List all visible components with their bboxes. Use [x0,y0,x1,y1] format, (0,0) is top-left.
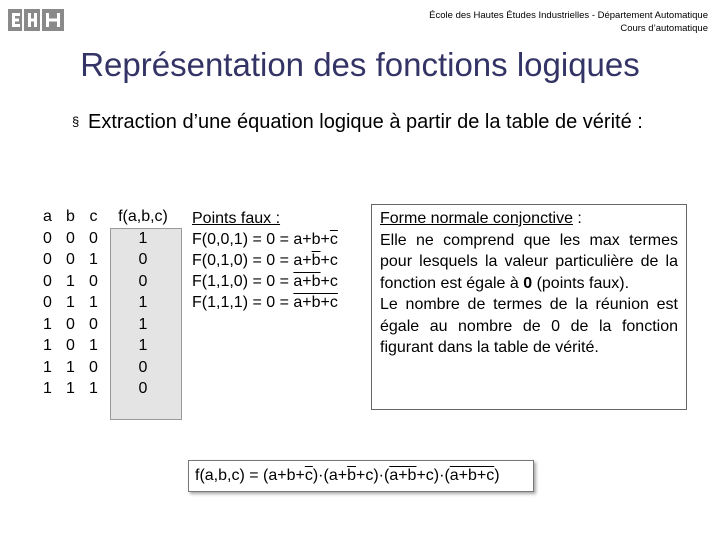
cell-b: 0 [66,315,75,333]
cell-a: 1 [43,337,52,354]
cell-c: 1 [89,337,98,354]
table-row [36,314,181,336]
cell-f: 1 [138,229,148,247]
header-info [429,9,708,35]
cell-b: 0 [66,229,75,247]
cell-a: 1 [43,380,52,397]
fnc-paragraph-2: Le nombre de termes de la réunion est égale au nombre de 0 de la fonction figurant dans la table de vérité. [380,296,678,356]
bullet-text: Extraction d’une équation logique à partir de la table de vérité : [88,111,643,133]
header-b: b [66,208,75,225]
cell-a: 0 [43,272,52,290]
cell-b: 1 [66,294,75,311]
cell-c: 0 [89,272,98,290]
cell-f: 0 [138,380,148,397]
table-row [36,335,181,357]
table-row [36,378,181,400]
cell-a: 1 [43,358,52,376]
cell-f: 0 [138,358,148,376]
header-course: Cours d’automatique [620,23,708,34]
cell-c: 1 [89,294,98,311]
false-point-line: F(1,1,0) = 0 = a+b+c [192,273,338,290]
cell-f: 1 [138,315,148,333]
cell-a: 1 [43,315,52,333]
bullet-icon: § [72,114,80,129]
fnc-definition-box [371,204,687,410]
cell-c: 0 [89,358,98,376]
false-points [192,208,338,313]
bullet-point [72,108,682,136]
cell-a: 0 [43,229,52,247]
table-row [36,271,181,293]
cell-b: 1 [66,272,75,290]
cell-b: 0 [66,337,75,354]
false-point-line: $F(0,1,0) = 0 = a+\overline{b}+c$ [192,252,338,269]
slide-title: Représentation des fonctions logiques [80,46,640,83]
header-c: c [89,208,98,225]
fnc-heading-line: Forme normale conjonctive : [380,210,582,227]
cell-c: 0 [89,315,98,333]
cell-f: 1 [138,337,148,354]
cell-c: 0 [89,229,98,247]
cell-f: 0 [138,272,148,290]
table-row [36,292,181,314]
header-a: a [43,208,52,225]
table-row [36,228,181,250]
cell-c: 1 [89,380,98,397]
cell-b: 0 [66,251,75,268]
header-f: f(a,b,c) [118,208,168,225]
cell-a: 0 [43,294,52,311]
cell-b: 1 [66,358,75,376]
truth-table [36,206,181,400]
false-point-line: $F(0,0,1) = 0 = a+b+\overline{c}$ [192,231,338,248]
ehei-logo-icon [6,6,66,34]
header-school: École des Hautes Études Industrielles - Département Automatique [429,10,708,21]
cell-c: 1 [89,251,98,268]
cell-f: 0 [138,251,148,268]
result-equation-box: $f(a,b,c) = (a+b+\overline{c})\cdot(a+\overline{b}+c)\cdot(a+b+c)\cdot(a+b+c)$ [188,460,534,492]
table-row [36,357,181,379]
cell-b: 1 [66,380,75,397]
fnc-heading: Forme normale conjonctive [380,210,573,227]
cell-f: 1 [138,294,148,311]
cell-a: 0 [43,251,52,268]
fnc-paragraph-1: Elle ne comprend que les max termes pour lesquels la valeur particulière de la fonction est égale à 0 (points faux). [380,231,678,292]
truth-table-header [36,206,181,228]
false-points-heading: Points faux : [192,210,281,227]
table-row [36,249,181,271]
false-point-line: F(1,1,1) = 0 = a+b+c [192,294,338,311]
